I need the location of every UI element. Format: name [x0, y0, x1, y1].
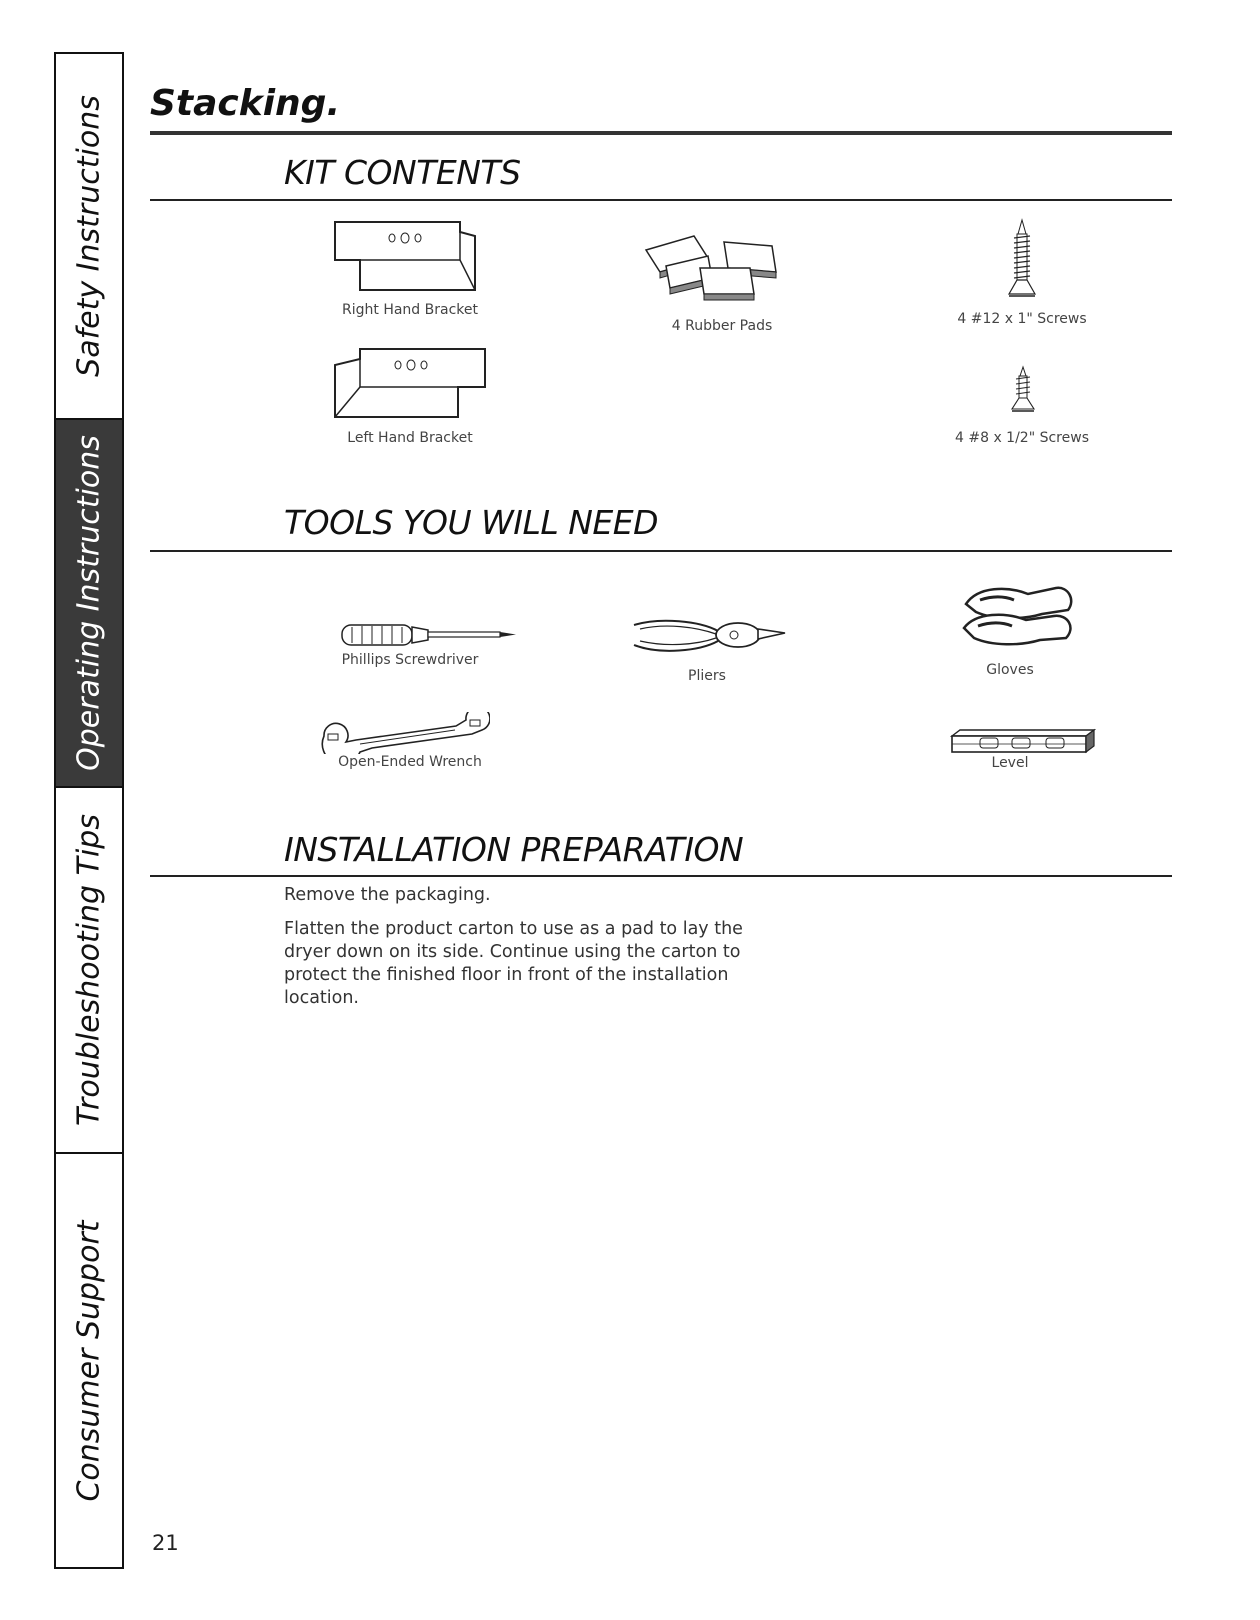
section-rule	[150, 550, 1172, 552]
tab-consumer-support[interactable]	[56, 1154, 122, 1567]
installation-paragraph: Remove the packaging.	[284, 885, 491, 905]
installation-text	[284, 884, 744, 1021]
gloves-illustration	[958, 580, 1078, 660]
page-title: Stacking.	[150, 83, 341, 124]
tab-label: Consumer Support	[71, 1219, 107, 1502]
level-illustration	[950, 728, 1096, 756]
tab-label: Troubleshooting Tips	[71, 814, 107, 1126]
tab-safety-instructions[interactable]	[56, 54, 122, 420]
pliers-caption: Pliers	[688, 668, 726, 684]
section-rule	[150, 199, 1172, 201]
screwdriver-illustration	[340, 618, 520, 652]
wrench-caption: Open-Ended Wrench	[338, 754, 482, 770]
sidebar-tabs	[54, 52, 124, 1569]
kit-contents-heading: KIT CONTENTS	[284, 153, 521, 192]
left-bracket-caption: Left Hand Bracket	[347, 430, 473, 446]
tab-label: Operating Instructions	[71, 435, 107, 771]
pliers-illustration	[630, 615, 790, 665]
rubber-pads-illustration	[642, 228, 802, 308]
rubber-pads-caption: 4 Rubber Pads	[671, 318, 773, 334]
tab-label: Safety Instructions	[71, 95, 107, 377]
gloves-caption: Gloves	[986, 662, 1034, 678]
tools-heading: TOOLS YOU WILL NEED	[284, 503, 659, 542]
tab-operating-instructions[interactable]	[56, 420, 122, 788]
wrench-illustration	[320, 712, 490, 754]
screw-12-illustration	[1007, 218, 1037, 303]
right-bracket-caption: Right Hand Bracket	[342, 302, 478, 318]
screw-8-illustration	[1010, 365, 1036, 417]
left-bracket-illustration	[330, 345, 490, 425]
section-rule	[150, 875, 1172, 877]
title-rule	[150, 131, 1172, 135]
installation-paragraph: Flatten the product carton to use as a pad to lay the dryer down on its side. Continue using the carton to protect the finished floor in front of the installation location.	[284, 919, 743, 1008]
installation-heading: INSTALLATION PREPARATION	[284, 830, 744, 869]
screws-8-caption: 4 #8 x 1/2" Screws	[955, 430, 1089, 446]
screwdriver-caption: Phillips Screwdriver	[341, 652, 479, 668]
screws-12-caption: 4 #12 x 1" Screws	[957, 311, 1087, 327]
level-caption: Level	[991, 755, 1029, 771]
right-bracket-illustration	[330, 218, 490, 298]
tab-troubleshooting-tips[interactable]	[56, 788, 122, 1154]
page-number: 21	[152, 1531, 179, 1555]
